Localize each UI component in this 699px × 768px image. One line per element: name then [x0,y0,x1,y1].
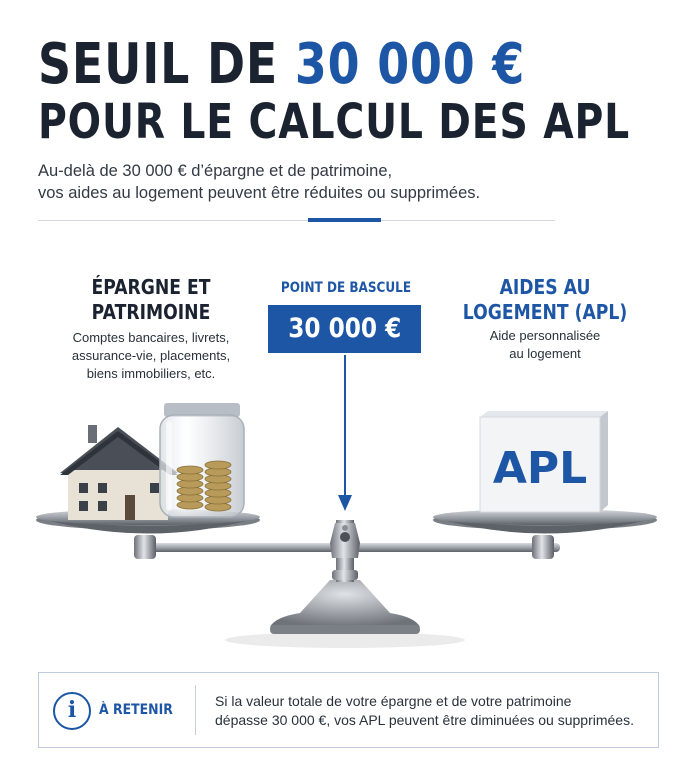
apl-desc-line1: Aide personnalisée [489,328,601,343]
page-title-line1 [38,32,525,97]
apl-title-line2: LOGEMENT (APL) [462,300,628,324]
savings-title [52,275,250,325]
pivot-value: 30 000 € [287,313,402,344]
apl-title [446,275,644,325]
savings-desc-line1: Comptes bancaires, livrets, [72,330,230,345]
apl-title-line1: AIDES AU [499,275,591,299]
subtitle [38,160,658,204]
info-text-line1: Si la valeur totale de votre épargne et de votre patrimoine [215,693,572,709]
savings-title-line1: ÉPARGNE ET [91,275,211,299]
divider [38,220,555,221]
pivot-value-box [268,305,421,353]
arrow-down-icon [338,355,352,511]
savings-desc-line2: assurance-vie, placements, [71,348,231,363]
info-separator [195,685,196,735]
info-box [38,672,659,748]
apl-block-label: APL [492,443,588,494]
apl-block [480,411,608,512]
title-threshold-amount: 30 000 € [294,32,526,97]
coin-jar-icon [160,403,244,517]
savings-title-line2: PATRIMOINE [91,300,211,324]
info-text-line2: dépasse 30 000 €, vos APL peuvent être diminuées ou supprimées. [215,712,634,728]
apl-desc-line2: au logement [509,346,581,361]
subtitle-line1: Au-delà de 30 000 € d’épargne et de patrimoine, [38,162,393,180]
info-icon: i [53,692,91,730]
info-text [215,692,655,730]
pivot-label: POINT DE BASCULE [280,280,412,296]
subtitle-line2: vos aides au logement peuvent être réduites ou supprimées. [38,184,481,202]
title-prefix: SEUIL DE [38,32,295,97]
page-title-line2: POUR LE CALCUL DES APL [38,94,631,150]
savings-desc-line3: biens immobiliers, etc. [86,366,216,381]
balance-scale-icon [0,355,699,655]
info-label: À RETENIR [99,702,173,718]
divider-accent [308,218,381,222]
